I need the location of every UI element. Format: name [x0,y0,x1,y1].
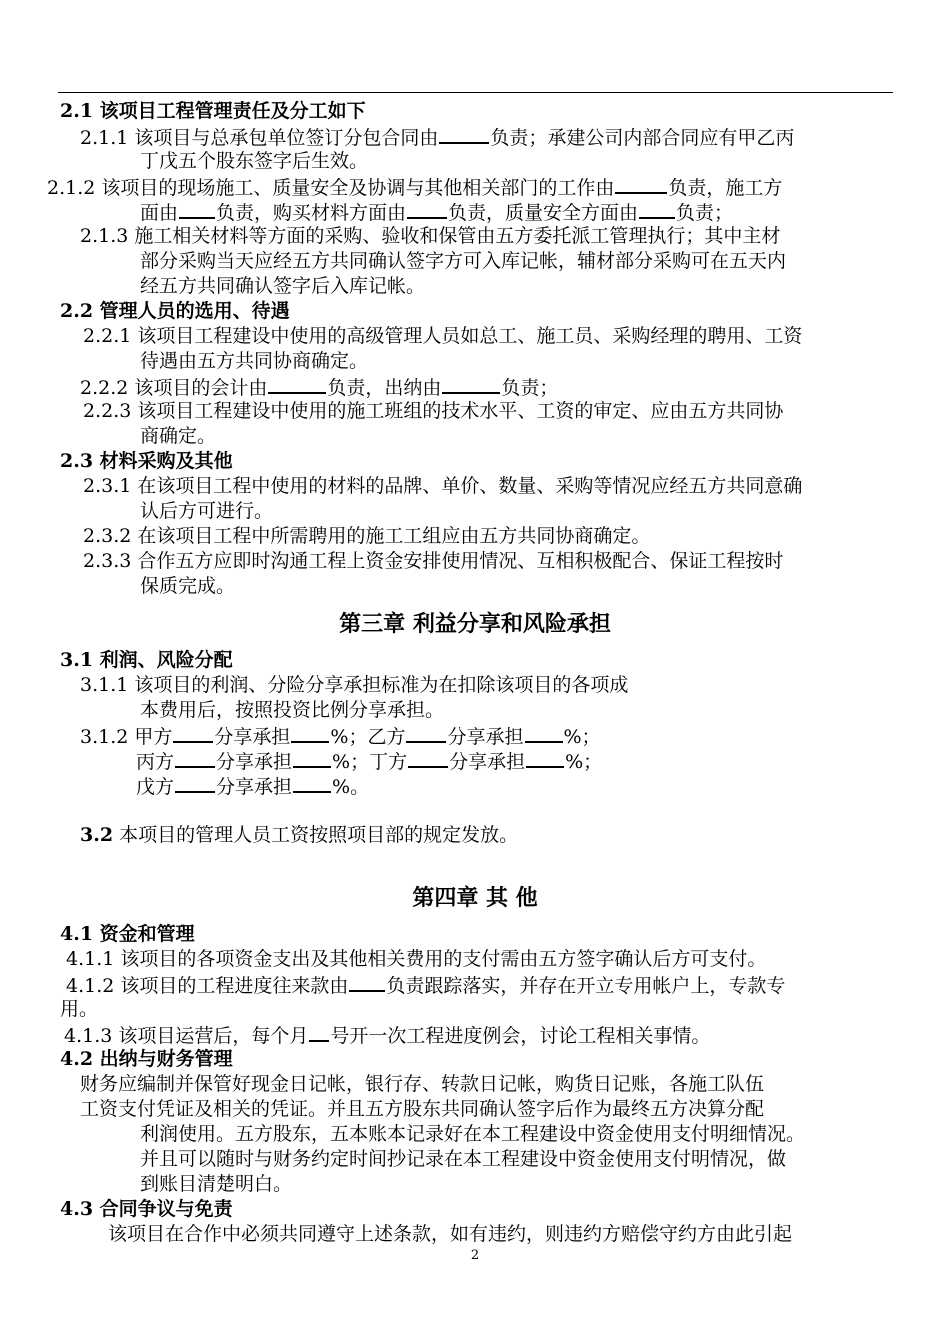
clause-3-1-2-line3: 戊方 分享承担 %。 [136,773,369,799]
chapter-3-title: 第三章 利益分享和风险承担 [339,611,611,637]
section-4-2-line1: 财务应编制并保管好现金日记帐，银行存、转款日记帐，购货日记账，各施工队伍 [80,1073,765,1095]
blank-field[interactable] [526,748,564,768]
page-number: 2 [470,1248,480,1263]
clause-2-2-1-line2: 待遇由五方共同协商确定。 [140,350,369,372]
clause-2-2-1-line1: 2.2.1 该项目工程建设中使用的高级管理人员如总工、施工员、采购经理的聘用、工资 [83,325,803,347]
blank-field[interactable] [293,773,331,793]
blank-field[interactable] [175,748,215,768]
blank-field[interactable] [173,723,213,743]
clause-3-1-2-line2: 丙方 分享承担 %；丁方 分享承担 %； [136,748,602,774]
section-4-3-heading: 4.3 合同争议与免责 [60,1198,233,1220]
clause-2-3-3-line1: 2.3.3 合作五方应即时沟通工程上资金安排使用情况、互相积极配合、保证工程按时 [83,550,784,572]
blank-field[interactable] [291,723,329,743]
clause-2-1-2-line1: 2.1.2 该项目的现场施工、质量安全及协调与其他相关部门的工作由 负责，施工方 [47,174,782,200]
header-rule [58,92,893,93]
section-4-2-heading: 4.2 出纳与财务管理 [60,1048,233,1070]
section-4-2-line2: 工资支付凭证及相关的凭证。并且五方股东共同确认签字后作为最终五方决算分配 [80,1098,765,1120]
blank-field[interactable] [293,748,331,768]
blank-field[interactable] [442,374,500,394]
section-3-1-heading: 3.1 利润、风险分配 [60,649,233,671]
section-4-1-heading: 4.1 资金和管理 [60,923,195,945]
clause-2-1-1-line2: 丁戊五个股东签字后生效。 [140,150,369,172]
blank-field[interactable] [639,199,675,219]
clause-3-1-1-line1: 3.1.1 该项目的利润、分险分享承担标准为在扣除该项目的各项成 [80,674,629,696]
clause-4-1-2-line1: 4.1.2 该项目的工程进度往来款由 负责跟踪落实，并存在开立专用帐户上，专款专 [66,972,785,998]
blank-field[interactable] [175,773,215,793]
clause-2-3-3-line2: 保质完成。 [140,575,236,597]
blank-field[interactable] [349,972,385,992]
clause-2-2-3-line1: 2.2.3 该项目工程建设中使用的施工班组的技术水平、工资的审定、应由五方共同协 [83,400,784,422]
chapter-4-title: 第四章 其 他 [412,885,538,911]
section-4-2-line3: 利润使用。五方股东，五本账本记录好在本工程建设中资金使用支付明细情况。 [140,1123,806,1145]
blank-field[interactable] [525,723,563,743]
section-3-2: 3.2 本项目的管理人员工资按照项目部的规定发放。 [80,824,519,846]
clause-2-1-2-line2: 面由 负责，购买材料方面由 负责，质量安全方面由 负责； [140,199,733,225]
section-2-1-heading: 2.1 该项目工程管理责任及分工如下 [60,100,366,122]
clause-2-1-1-line1: 2.1.1 该项目与总承包单位签订分包合同由 负责；承建公司内部合同应有甲乙丙 [80,124,794,150]
clause-2-1-3-line3: 经五方共同确认签字后入库记帐。 [140,275,426,297]
clause-2-2-2: 2.2.2 该项目的会计由 负责，出纳由 负责； [80,374,558,400]
section-2-2-heading: 2.2 管理人员的选用、待遇 [60,300,290,322]
blank-field[interactable] [309,1022,329,1042]
section-4-2-line4: 并且可以随时与财务约定时间抄记录在本工程建设中资金使用支付明情况，做 [140,1148,787,1170]
clause-2-3-2: 2.3.2 在该项目工程中所需聘用的施工工组应由五方共同协商确定。 [83,525,651,547]
blank-field[interactable] [179,199,215,219]
clause-2-3-1-line2: 认后方可进行。 [140,500,274,522]
section-2-3-heading: 2.3 材料采购及其他 [60,450,233,472]
blank-field[interactable] [615,174,667,194]
clause-2-1-3-line2: 部分采购当天应经五方共同确认签字方可入库记帐，辅材部分采购可在五天内 [140,250,787,272]
blank-field[interactable] [439,124,489,144]
clause-3-1-1-line2: 本费用后，按照投资比例分享承担。 [140,699,445,721]
clause-4-1-1: 4.1.1 该项目的各项资金支出及其他相关费用的支付需由五方签字确认后方可支付。 [66,948,767,970]
blank-field[interactable] [408,748,448,768]
blank-field[interactable] [268,374,326,394]
section-4-3-line1: 该项目在合作中必须共同遵守上述条款，如有违约，则违约方赔偿守约方由此引起 [108,1223,793,1245]
clause-2-2-3-line2: 商确定。 [140,425,217,447]
clause-4-1-3: 4.1.3 该项目运营后，每个月 号开一次工程进度例会，讨论工程相关事情。 [64,1022,710,1048]
section-4-2-line5: 到账目清楚明白。 [140,1173,293,1195]
blank-field[interactable] [407,199,447,219]
clause-4-1-2-line2: 用。 [60,998,99,1020]
clause-2-1-3-line1: 2.1.3 施工相关材料等方面的采购、验收和保管由五方委托派工管理执行；其中主材 [80,225,781,247]
blank-field[interactable] [406,723,446,743]
clause-3-1-2-line1: 3.1.2 甲方 分享承担 %；乙方 分享承担 %； [80,723,601,749]
clause-2-3-1-line1: 2.3.1 在该项目工程中使用的材料的品牌、单价、数量、采购等情况应经五方共同意确 [83,475,803,497]
